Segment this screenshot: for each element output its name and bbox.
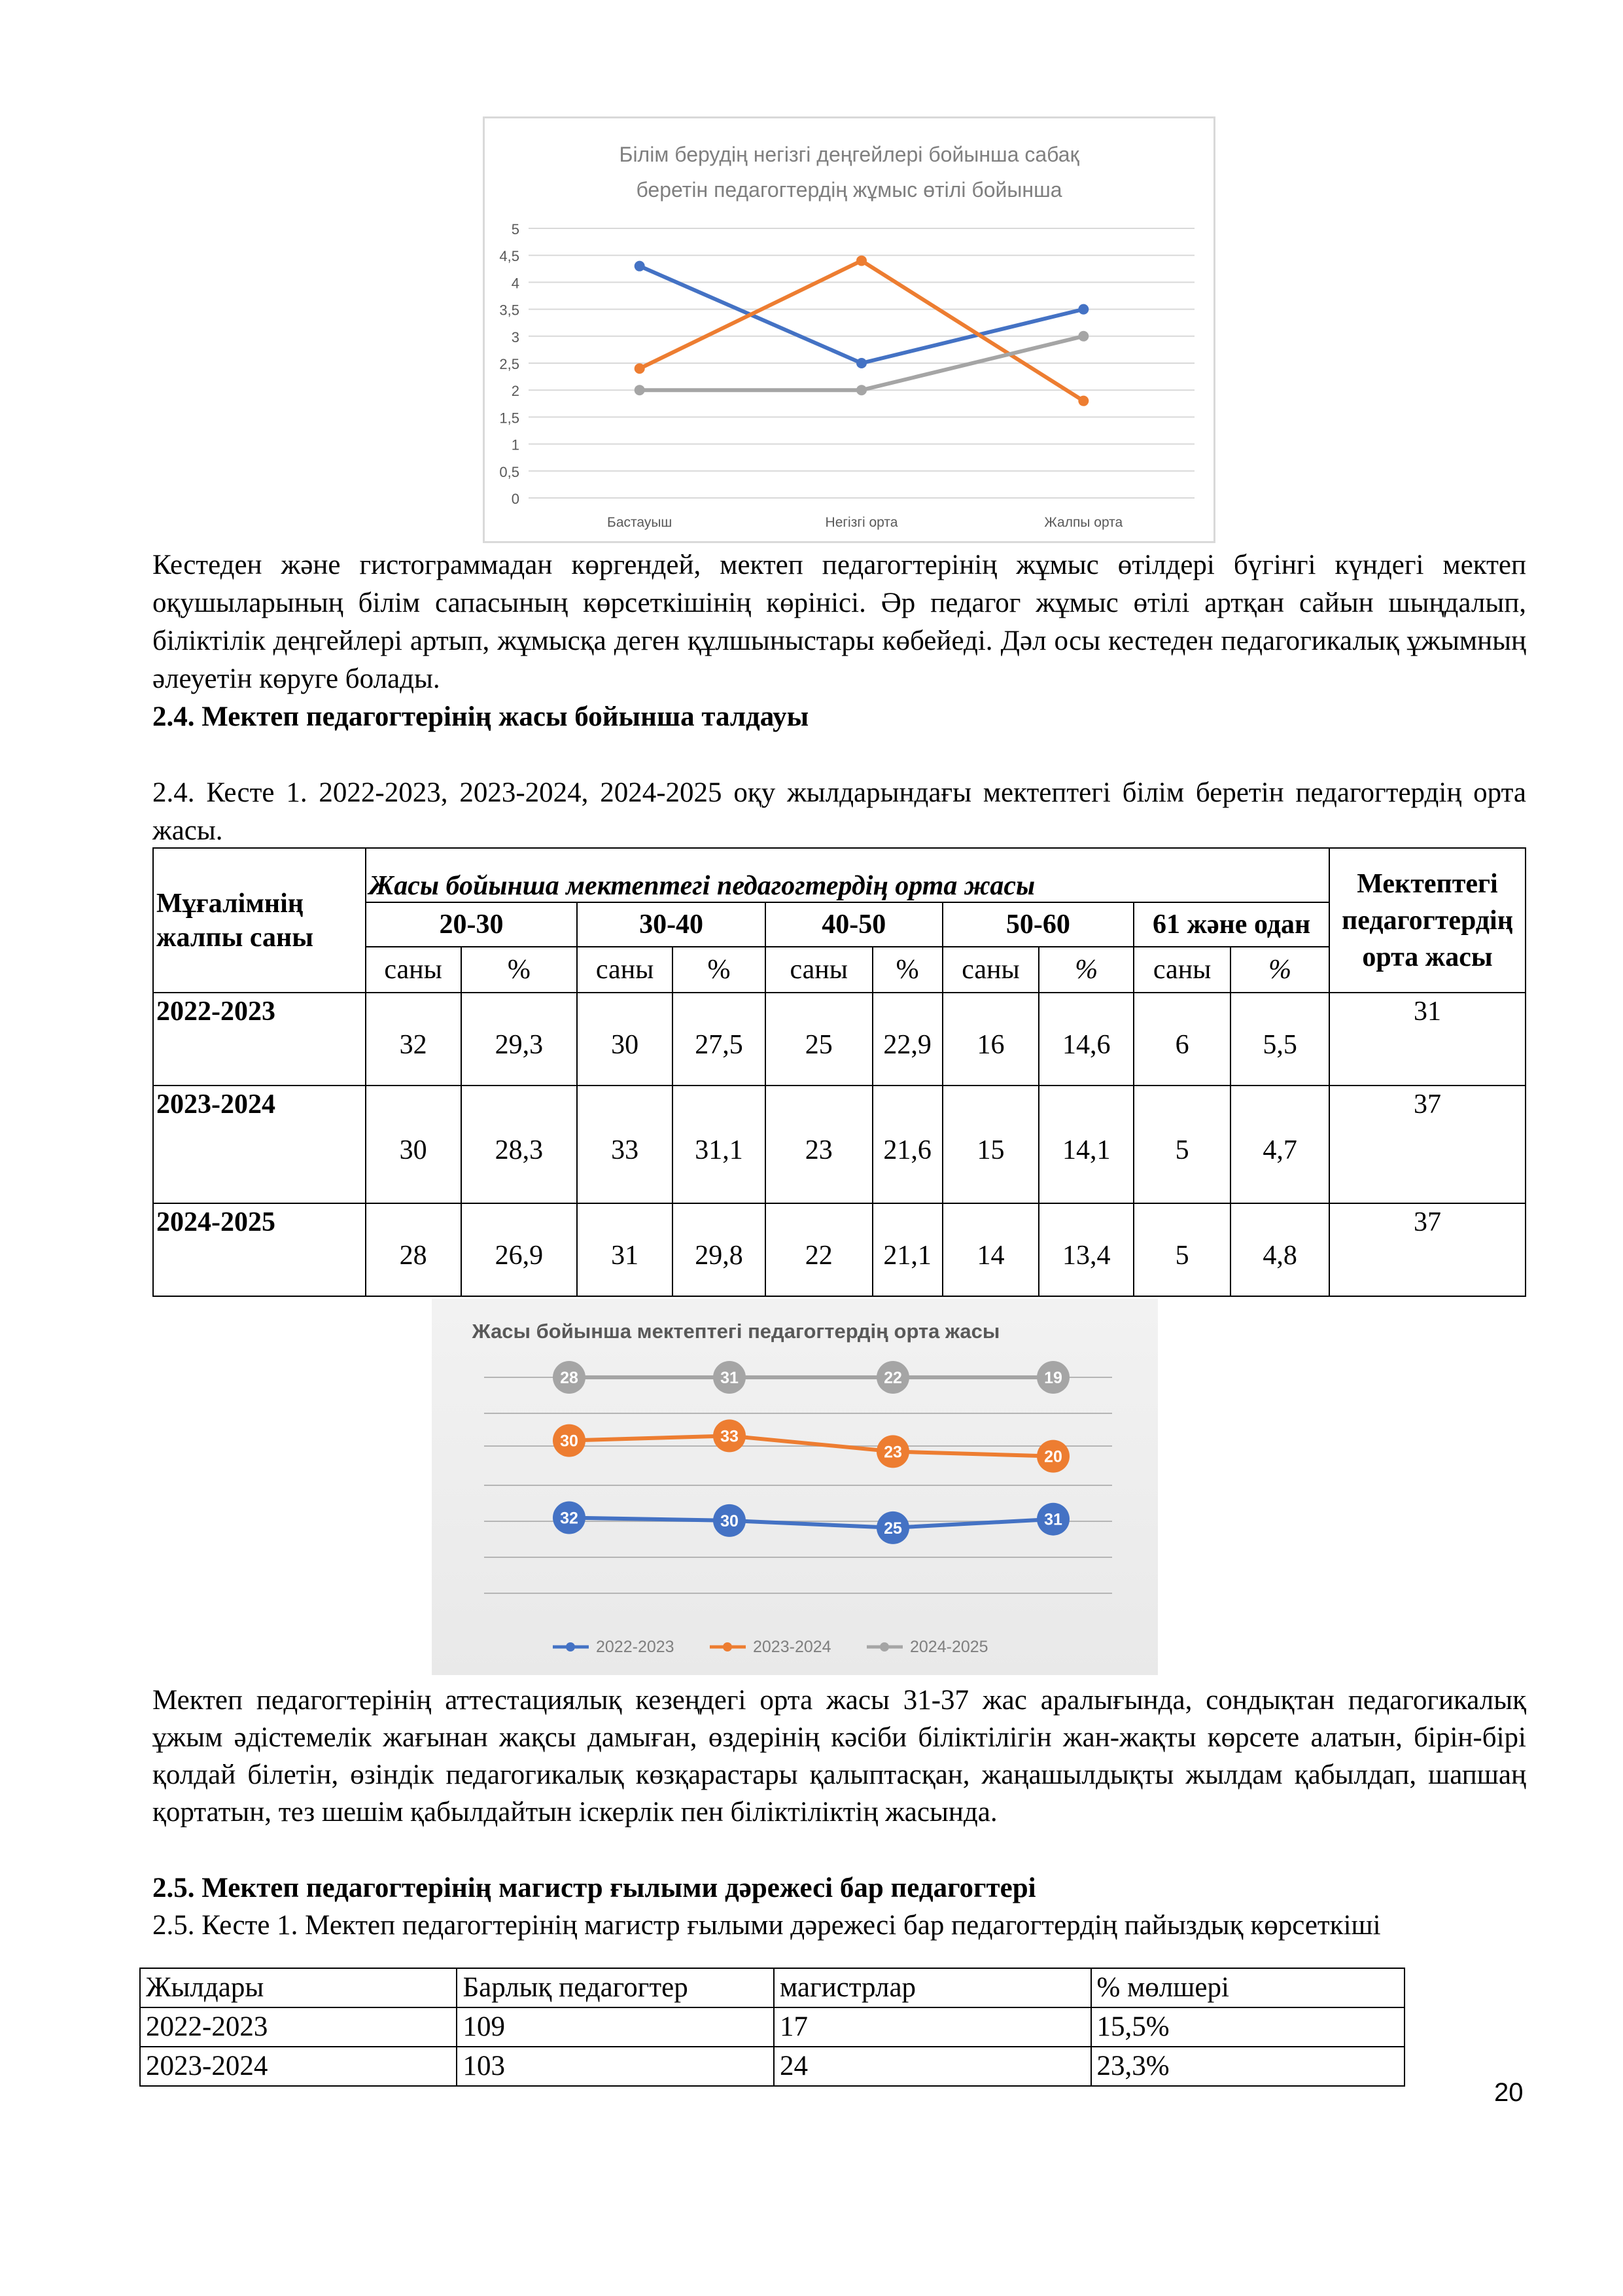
- data-point: [1078, 304, 1089, 315]
- row-year: 2022-2023: [153, 993, 366, 1086]
- y-tick-label: 0: [511, 491, 519, 507]
- y-tick-label: 3: [511, 328, 519, 345]
- data-label: 20: [1044, 1447, 1062, 1466]
- y-tick-label: 1,5: [499, 410, 519, 427]
- y-tick-label: 0,5: [499, 463, 519, 480]
- data-label: 28: [560, 1369, 578, 1387]
- cell-masters: 24: [774, 2047, 1091, 2086]
- age-group-61-plus: 61 және одан: [1134, 902, 1329, 947]
- cell-value: 14,1: [1039, 1086, 1134, 1203]
- cell-value: 4,8: [1230, 1203, 1329, 1296]
- chart1-plot: [485, 118, 1213, 541]
- x-tick-label: Негізгі орта: [825, 515, 898, 530]
- row-average-age: 37: [1329, 1086, 1526, 1203]
- cell-masters: 17: [774, 2007, 1091, 2047]
- cell-value: 22: [765, 1203, 873, 1296]
- data-point: [635, 385, 645, 395]
- age-group-30-40: 30-40: [577, 902, 765, 947]
- legend-marker: [566, 1642, 575, 1651]
- master-degree-table: [139, 1968, 1405, 2087]
- cell-value: 22,9: [873, 993, 943, 1086]
- header-average-age: Мектептегі педагогтердің орта жасы: [1329, 848, 1526, 993]
- data-point: [856, 255, 867, 266]
- cell-all-teachers: 109: [457, 2007, 774, 2047]
- data-point: [635, 261, 645, 272]
- table-row: [153, 1203, 1526, 1296]
- y-tick-label: 3,5: [499, 302, 519, 319]
- data-label: 25: [884, 1519, 902, 1538]
- header-all-teachers: Барлық педагогтер: [457, 1968, 774, 2007]
- subheader-percent: %: [1230, 947, 1329, 993]
- cell-percent: 15,5%: [1091, 2007, 1405, 2047]
- header-percent: % мөлшері: [1091, 1968, 1405, 2007]
- cell-value: 28: [366, 1203, 461, 1296]
- series-line: [640, 266, 1084, 363]
- data-label: 19: [1044, 1369, 1062, 1387]
- cell-value: 5,5: [1230, 993, 1329, 1086]
- cell-value: 5: [1134, 1203, 1230, 1296]
- data-point: [1078, 331, 1089, 342]
- chart2-plot: [432, 1299, 1158, 1675]
- y-tick-label: 2: [511, 383, 519, 400]
- x-tick-label: Бастауыш: [607, 515, 672, 530]
- experience-line-chart: [483, 116, 1215, 543]
- y-tick-label: 5: [511, 221, 519, 238]
- cell-value: 15: [943, 1086, 1039, 1203]
- legend-label: 2023-2024: [753, 1638, 831, 1656]
- cell-value: 5: [1134, 1086, 1230, 1203]
- average-age-line-chart: [432, 1299, 1158, 1675]
- data-label: 32: [560, 1509, 578, 1528]
- table-row: [153, 993, 1526, 1086]
- section-heading-2-4: 2.4. Мектеп педагогтерінің жасы бойынша талдауы: [152, 701, 809, 732]
- cell-percent: 23,3%: [1091, 2047, 1405, 2086]
- data-label: 30: [560, 1432, 578, 1451]
- cell-value: 21,6: [873, 1086, 943, 1203]
- cell-value: 30: [577, 993, 672, 1086]
- header-years: Жылдары: [140, 1968, 457, 2007]
- cell-value: 33: [577, 1086, 672, 1203]
- legend-marker: [880, 1642, 889, 1651]
- age-table: [152, 847, 1526, 1297]
- subheader-count: саны: [366, 947, 461, 993]
- section-heading-2-5: 2.5. Мектеп педагогтерінің магистр ғылыми дәрежесі бар педагогтері: [152, 1873, 1036, 1903]
- data-point: [1078, 396, 1089, 406]
- subheader-count: саны: [943, 947, 1039, 993]
- row-average-age: 37: [1329, 1203, 1526, 1296]
- subheader-percent: %: [1039, 947, 1134, 993]
- table-row: [153, 1086, 1526, 1203]
- data-point: [856, 385, 867, 395]
- row-year: 2023-2024: [153, 1086, 366, 1203]
- table-caption-2-5: 2.5. Кесте 1. Мектеп педагогтерінің магистр ғылыми дәрежесі бар педагогтердің пайыздық көрсеткіші: [152, 1910, 1381, 1941]
- subheader-percent: %: [461, 947, 578, 993]
- data-label: 33: [720, 1427, 739, 1446]
- subheader-count: саны: [765, 947, 873, 993]
- data-label: 22: [884, 1369, 902, 1387]
- cell-value: 27,5: [672, 993, 765, 1086]
- cell-year: 2023-2024: [140, 2047, 457, 2086]
- cell-value: 14,6: [1039, 993, 1134, 1086]
- cell-value: 31,1: [672, 1086, 765, 1203]
- data-point: [635, 363, 645, 374]
- cell-value: 29,8: [672, 1203, 765, 1296]
- cell-value: 28,3: [461, 1086, 578, 1203]
- y-tick-label: 4: [511, 275, 519, 292]
- chart2-title: Жасы бойынша мектептегі педагогтердің орта жасы: [472, 1320, 1000, 1343]
- subheader-count: саны: [1134, 947, 1230, 993]
- series-line: [569, 1518, 1053, 1528]
- cell-year: 2022-2023: [140, 2007, 457, 2047]
- paragraph-experience-analysis: Кестеден және гистограммадан көргендей, мектеп педагогтерінің жұмыс өтілдері бүгінгі күндегі мектеп оқушыларының білім сапасының көрсеткішінің көрінісі. Әр педагог жұмыс өтілі артқан сайын шыңдалып, біліктілік деңгейлері артып, жұмысқа деген құлшыныстары көбейеді. Дәл осы кестеден педагогикалық ұжымның әлеуетін көруге болады.: [152, 550, 1526, 694]
- y-tick-label: 1: [511, 436, 519, 453]
- legend-marker: [723, 1642, 732, 1651]
- row-year: 2024-2025: [153, 1203, 366, 1296]
- header-masters: магистрлар: [774, 1968, 1091, 2007]
- cell-value: 31: [577, 1203, 672, 1296]
- table-caption-2-4: 2.4. Кесте 1. 2022-2023, 2023-2024, 2024-2025 оқу жылдарындағы мектептегі білім беретін педагогтердің орта жасы.: [152, 777, 1526, 846]
- age-group-40-50: 40-50: [765, 902, 943, 947]
- cell-value: 4,7: [1230, 1086, 1329, 1203]
- cell-value: 32: [366, 993, 461, 1086]
- x-tick-label: Жалпы орта: [1044, 515, 1123, 530]
- data-label: 23: [884, 1443, 902, 1462]
- cell-value: 13,4: [1039, 1203, 1134, 1296]
- data-label: 31: [720, 1369, 739, 1387]
- cell-value: 30: [366, 1086, 461, 1203]
- header-total-teachers: Мұғалімнің жалпы саны: [153, 848, 366, 993]
- cell-value: 6: [1134, 993, 1230, 1086]
- subheader-percent: %: [873, 947, 943, 993]
- table-header-row: [140, 1968, 1405, 2007]
- data-label: 31: [1044, 1510, 1062, 1529]
- paragraph-age-analysis: Мектеп педагогтерінің аттестациялық кезеңдегі орта жасы 31-37 жас аралығында, сондықтан педагогикалық ұжым әдістемелік жағынан жақсы дамыған, өздерінің кәсіби біліктілігін жан-жақты көрсете алатын, бірін-бірі қолдай білетін, өзіндік педагогикалық көзқарастары қалыптасқан, жаңашылдықты жылдам қабылдап, шапшаң қортатын, тез шешім қабылдайтын іскерлік пен біліктіліктің жасында.: [152, 1685, 1526, 1828]
- cell-all-teachers: 103: [457, 2047, 774, 2086]
- cell-value: 14: [943, 1203, 1039, 1296]
- cell-value: 16: [943, 993, 1039, 1086]
- y-tick-label: 2,5: [499, 356, 519, 372]
- data-label: 30: [720, 1511, 739, 1530]
- table-row: [140, 2007, 1405, 2047]
- chart1-title-line1: Білім берудің негізгі деңгейлері бойынша сабақ: [619, 143, 1079, 166]
- cell-value: 23: [765, 1086, 873, 1203]
- cell-value: 21,1: [873, 1203, 943, 1296]
- cell-value: 29,3: [461, 993, 578, 1086]
- subheader-percent: %: [672, 947, 765, 993]
- header-age-group: Жасы бойынша мектептегі педагогтердің орта жасы: [366, 848, 1329, 902]
- age-group-50-60: 50-60: [943, 902, 1134, 947]
- row-average-age: 31: [1329, 993, 1526, 1086]
- cell-value: 25: [765, 993, 873, 1086]
- cell-value: 26,9: [461, 1203, 578, 1296]
- table-row: [140, 2047, 1405, 2086]
- data-point: [856, 358, 867, 368]
- legend-label: 2024-2025: [910, 1638, 988, 1656]
- subheader-count: саны: [577, 947, 672, 993]
- age-group-20-30: 20-30: [366, 902, 578, 947]
- y-tick-label: 4,5: [499, 248, 519, 265]
- legend-label: 2022-2023: [596, 1638, 674, 1656]
- chart1-title-line2: беретін педагогтердің жұмыс өтілі бойынша: [636, 178, 1062, 202]
- page-number: 20: [1494, 2078, 1524, 2107]
